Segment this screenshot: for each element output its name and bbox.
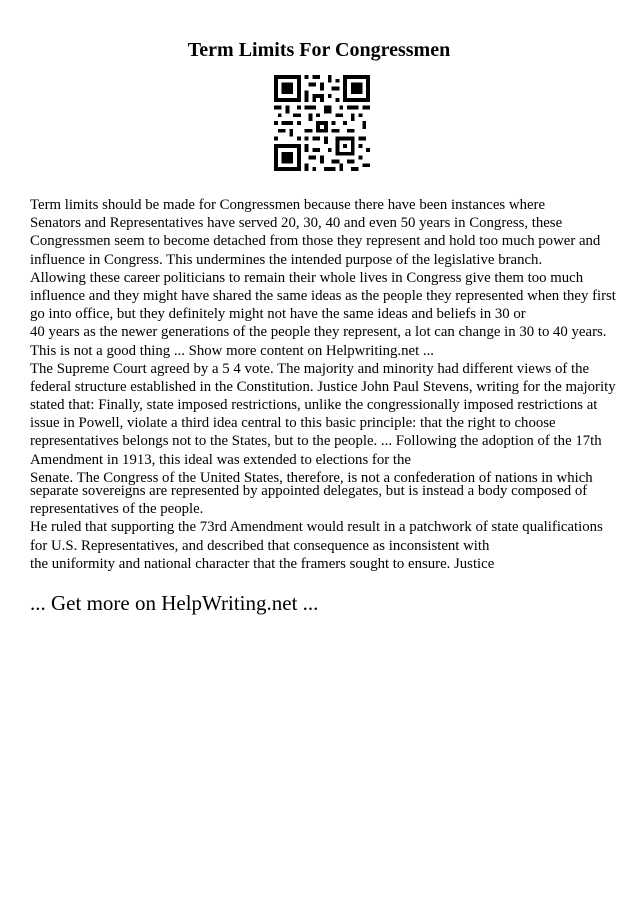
get-more-link[interactable]: ... Get more on HelpWriting.net ... [30, 591, 319, 615]
text-line: stated that: Finally, state imposed restrictions, unlike the congressionally imposed restrictions at [30, 397, 598, 414]
text-line: influence and they might have shared the same ideas as the people they represented when they first [30, 287, 616, 304]
body-text-block-1 [30, 196, 616, 487]
text-line: Senate. The Congress of the United States, therefore, is not a confederation of nations in which [30, 469, 593, 486]
qr-code-icon[interactable] [274, 75, 370, 171]
text-line: Amendment in 1913, this ideal was extended to elections for the [30, 451, 411, 468]
text-line: for U.S. Representatives, and described that consequence as inconsistent with [30, 537, 490, 554]
text-line: Term limits should be made for Congressmen because there have been instances where [30, 197, 546, 213]
text-line: go into office, but they definitely might not have the same ideas and beliefs in 30 or [30, 306, 526, 323]
text-line: Senators and Representatives have served 20, 30, 40 and even 50 years in Congress, these [30, 215, 563, 232]
text-line: representatives belongs not to the States, but to the people. ... Following the adoption of the 17th [30, 433, 602, 450]
text-line: Allowing these career politicians to remain their whole lives in Congress give them too much [30, 269, 584, 286]
text-line: influence in Congress. This undermines the intended purpose of the legislative branch. [30, 251, 543, 268]
text-line: He ruled that supporting the 73rd Amendment would result in a patchwork of state qualifications [30, 519, 603, 536]
text-line: the uniformity and national character that the framers sought to ensure. Justice [30, 555, 495, 572]
text-line: 40 years as the newer generations of the people they represent, a lot can change in 30 to 40 years. [30, 324, 607, 341]
page-title: Term Limits For Congressmen [187, 39, 451, 61]
text-line: representatives of the people. [30, 501, 204, 518]
text-line: federal structure established in the Constitution. Justice John Paul Stevens, writing for the majority [30, 378, 616, 395]
text-line: issue in Powell, violate a third idea central to this basic principle: that the right to choose [30, 415, 556, 432]
text-line: The Supreme Court agreed by a 5 4 vote. The majority and minority had different views of the [30, 360, 590, 377]
text-line: separate sovereigns are represented by appointed delegates, but is instead a body composed of [30, 483, 588, 499]
body-text-block-2 [30, 482, 612, 573]
text-line: Congressmen seem to become detached from those they represent and hold too much power and [30, 233, 601, 250]
show-more-line[interactable]: This is not a good thing ... Show more content on Helpwriting.net ... [30, 342, 434, 359]
